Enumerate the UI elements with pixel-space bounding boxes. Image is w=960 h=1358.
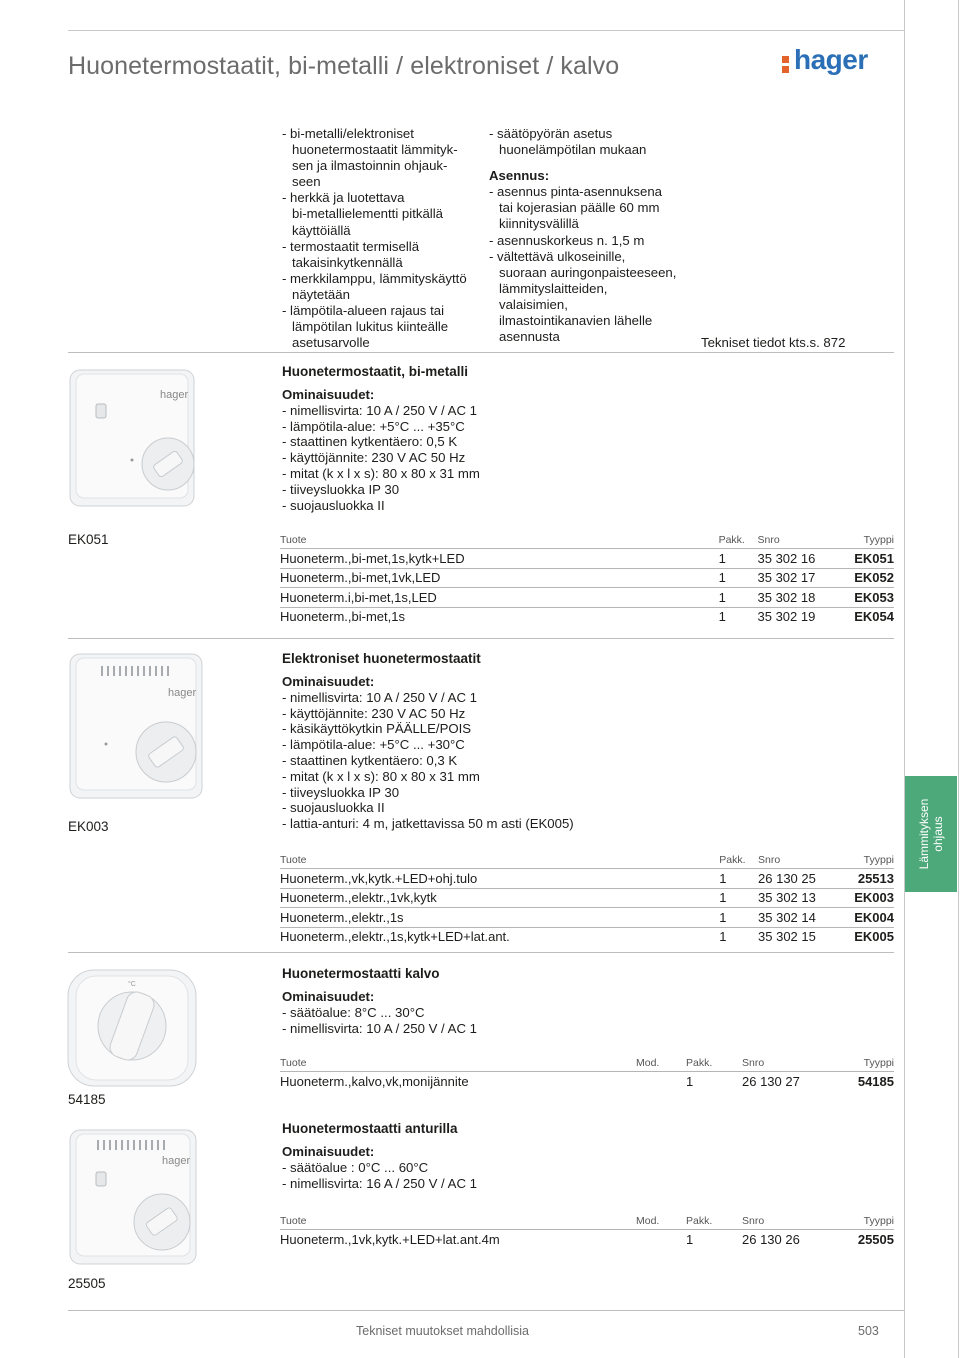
features-heading: Ominaisuudet: bbox=[282, 989, 375, 1004]
cell-mod bbox=[636, 1230, 686, 1249]
category-side-tab bbox=[905, 776, 957, 892]
section-separator bbox=[68, 638, 894, 639]
cell-type: EK003 bbox=[854, 888, 894, 908]
cell-snro: 35 302 18 bbox=[758, 588, 855, 608]
cell-product: Huoneterm.,1vk,kytk.+LED+lat.ant.4m bbox=[280, 1230, 636, 1249]
cell-type: EK004 bbox=[854, 908, 894, 928]
feature-item: - mitat (k x l x s): 80 x 80 x 31 mm bbox=[282, 465, 480, 481]
col-header-pack: Pakk. bbox=[686, 1215, 713, 1227]
cell-pack: 1 bbox=[719, 588, 758, 608]
cell-pack: 1 bbox=[719, 869, 758, 889]
features-heading: Ominaisuudet: bbox=[282, 1144, 375, 1159]
cell-type: 25505 bbox=[842, 1230, 894, 1249]
feature-item: - suojausluokka II bbox=[282, 800, 385, 816]
feature-item: - tiiveysluokka IP 30 bbox=[282, 784, 400, 800]
hager-logo bbox=[780, 44, 875, 80]
cell-type: 54185 bbox=[842, 1072, 894, 1091]
cell-pack: 1 bbox=[719, 549, 758, 569]
col-header-type: Tyyppi bbox=[863, 1215, 894, 1227]
cell-pack: 1 bbox=[719, 908, 758, 928]
cell-type: EK054 bbox=[854, 607, 894, 626]
cell-type: EK051 bbox=[854, 549, 894, 569]
intro-line: asetusarvolle bbox=[292, 335, 370, 351]
cell-product: Huoneterm.,bi-met,1s bbox=[280, 607, 663, 626]
intro-line: - merkkilamppu, lämmityskäyttö bbox=[282, 270, 467, 286]
section-title: Huonetermostaatit, bi-metalli bbox=[282, 364, 469, 379]
intro-line: kiinnitysvälillä bbox=[499, 216, 579, 232]
thermostat-sensor-image bbox=[68, 1128, 200, 1268]
intro-line: - bi-metalli/elektroniset bbox=[282, 126, 414, 141]
thermostat-electronic-image bbox=[68, 652, 206, 802]
side-tab-label bbox=[917, 799, 945, 870]
feature-item: - tiiveysluokka IP 30 bbox=[282, 481, 400, 497]
feature-item: - käsikäyttökytkin PÄÄLLE/POIS bbox=[282, 721, 472, 737]
cell-mod bbox=[665, 888, 720, 908]
product-code-label: 25505 bbox=[68, 1276, 106, 1291]
table-row bbox=[280, 1230, 894, 1249]
table-row bbox=[280, 888, 894, 908]
feature-item: - lämpötila-alue: +5°C ... +30°C bbox=[282, 737, 465, 753]
cell-snro: 35 302 13 bbox=[758, 888, 854, 908]
intro-line: näytetään bbox=[292, 286, 350, 302]
cell-pack: 1 bbox=[686, 1230, 742, 1249]
cell-type: 25513 bbox=[854, 869, 894, 889]
cell-pack: 1 bbox=[719, 888, 758, 908]
features-list bbox=[282, 387, 480, 513]
cell-snro: 35 302 14 bbox=[758, 908, 854, 928]
table-header bbox=[280, 532, 894, 549]
intro-line: - lämpötila-alueen rajaus tai bbox=[282, 303, 444, 319]
cell-mod bbox=[663, 568, 718, 588]
section-title: Huonetermostaatti anturilla bbox=[282, 1121, 458, 1136]
feature-item: - nimellisvirta: 10 A / 250 V / AC 1 bbox=[282, 689, 477, 705]
side-tab-line: Lämmityksen bbox=[917, 798, 931, 870]
section-title: Huonetermostaatti kalvo bbox=[282, 966, 440, 981]
cell-snro: 35 302 19 bbox=[758, 607, 855, 626]
col-header-type: Tyyppi bbox=[863, 534, 894, 546]
feature-item: - käyttöjännite: 230 V AC 50 Hz bbox=[282, 705, 466, 721]
features-heading: Ominaisuudet: bbox=[282, 387, 375, 402]
page-title: Huonetermostaatit, bi-metalli / elektroniset / kalvo bbox=[68, 52, 620, 80]
intro-line: takaisinkytkennällä bbox=[292, 254, 403, 270]
col-header-type: Tyyppi bbox=[863, 1057, 894, 1069]
intro-line: seen bbox=[292, 174, 321, 190]
section-title: Elektroniset huonetermostaatit bbox=[282, 651, 481, 666]
product-code-label: EK003 bbox=[68, 819, 109, 834]
col-header-snro: Snro bbox=[742, 1215, 765, 1227]
col-header-snro: Snro bbox=[757, 534, 780, 546]
col-header-pack: Pakk. bbox=[719, 854, 746, 866]
intro-line: lämpötilan lukitus kiinteälle bbox=[292, 319, 449, 335]
logo-dots-icon bbox=[780, 54, 791, 76]
cell-product: Huoneterm.,elektr.,1s bbox=[280, 908, 665, 928]
col-header-mod bbox=[665, 852, 720, 869]
col-header-pack: Pakk. bbox=[686, 1057, 713, 1069]
svg-text:°C: °C bbox=[128, 981, 136, 988]
cell-product: Huoneterm.,elektr.,1s,kytk+LED+lat.ant. bbox=[280, 927, 665, 946]
cell-type: EK052 bbox=[854, 568, 894, 588]
product-table bbox=[280, 532, 894, 626]
features-list bbox=[282, 989, 477, 1036]
intro-line: - herkkä ja luotettava bbox=[282, 190, 405, 206]
svg-text:hager: hager bbox=[160, 389, 189, 401]
page-number: 503 bbox=[858, 1324, 879, 1338]
feature-item: - lattia-anturi: 4 m, jatkettavissa 50 m asti (EK005) bbox=[282, 816, 574, 832]
cell-snro: 26 130 27 bbox=[742, 1072, 842, 1091]
cell-mod bbox=[663, 588, 718, 608]
table-row bbox=[280, 927, 894, 946]
col-header-product: Tuote bbox=[280, 534, 307, 546]
intro-line: valaisimien, bbox=[499, 296, 568, 312]
cell-snro: 35 302 17 bbox=[758, 568, 855, 588]
cell-mod bbox=[665, 927, 720, 946]
features-list bbox=[282, 674, 574, 832]
product-table bbox=[280, 852, 894, 946]
svg-text:hager: hager bbox=[168, 687, 197, 699]
table-header bbox=[280, 1055, 894, 1072]
intro-line: huonetermostaatit lämmityk- bbox=[292, 142, 458, 158]
feature-item: - nimellisvirta: 16 A / 250 V / AC 1 bbox=[282, 1175, 477, 1191]
cell-mod bbox=[665, 869, 720, 889]
feature-item: - käyttöjännite: 230 V AC 50 Hz bbox=[282, 450, 466, 466]
product-table bbox=[280, 1055, 894, 1091]
feature-item: - staattinen kytkentäero: 0,5 K bbox=[282, 434, 458, 450]
cell-snro: 26 130 25 bbox=[758, 869, 854, 889]
intro-line: asennusta bbox=[499, 329, 560, 345]
intro-line: huonelämpötilan mukaan bbox=[499, 142, 647, 158]
right-edge-rule bbox=[958, 0, 959, 1358]
cell-mod bbox=[636, 1072, 686, 1091]
cell-pack: 1 bbox=[719, 927, 758, 946]
col-header-mod bbox=[663, 532, 718, 549]
intro-line: ilmastointikanavien lähelle bbox=[499, 313, 653, 329]
feature-item: - säätöalue : 0°C ... 60°C bbox=[282, 1159, 429, 1175]
installation-heading: Asennus: bbox=[489, 168, 550, 184]
table-row bbox=[280, 1072, 894, 1091]
footer-rule bbox=[68, 1310, 904, 1311]
col-header-snro: Snro bbox=[758, 854, 781, 866]
feature-item: - säätöalue: 8°C ... 30°C bbox=[282, 1004, 425, 1020]
intro-line: bi-metallielementti pitkällä bbox=[292, 206, 443, 222]
col-header-type: Tyyppi bbox=[863, 854, 894, 866]
intro-line: - asennuskorkeus n. 1,5 m bbox=[489, 232, 645, 248]
feature-item: - mitat (k x l x s): 80 x 80 x 31 mm bbox=[282, 768, 480, 784]
table-header bbox=[280, 852, 894, 869]
tech-reference: Tekniset tiedot kts.s. 872 bbox=[701, 335, 846, 350]
feature-item: - nimellisvirta: 10 A / 250 V / AC 1 bbox=[282, 402, 477, 418]
cell-product: Huoneterm.,bi-met,1vk,LED bbox=[280, 568, 663, 588]
col-header-product: Tuote bbox=[280, 1215, 307, 1227]
section-separator bbox=[68, 352, 894, 353]
thermostat-membrane-image bbox=[66, 966, 200, 1090]
table-row bbox=[280, 549, 894, 569]
table-header bbox=[280, 1213, 894, 1230]
intro-line: tai kojerasian päälle 60 mm bbox=[499, 200, 660, 216]
col-header-snro: Snro bbox=[742, 1057, 765, 1069]
features-heading: Ominaisuudet: bbox=[282, 674, 375, 689]
table-row bbox=[280, 568, 894, 588]
product-code-label: 54185 bbox=[68, 1092, 106, 1107]
cell-snro: 35 302 16 bbox=[758, 549, 855, 569]
cell-product: Huoneterm.i,bi-met,1s,LED bbox=[280, 588, 663, 608]
col-header-mod: Mod. bbox=[636, 1057, 660, 1069]
intro-line: lämmityslaitteiden, bbox=[499, 280, 608, 296]
cell-mod bbox=[663, 607, 718, 626]
col-header-pack: Pakk. bbox=[718, 534, 745, 546]
svg-text:hager: hager bbox=[162, 1155, 191, 1167]
feature-item: - nimellisvirta: 10 A / 250 V / AC 1 bbox=[282, 1020, 477, 1036]
features-list bbox=[282, 1144, 477, 1191]
cell-product: Huoneterm.,kalvo,vk,monijännite bbox=[280, 1072, 636, 1091]
table-row bbox=[280, 869, 894, 889]
col-header-mod: Mod. bbox=[636, 1215, 660, 1227]
intro-line: sen ja ilmastoinnin ohjauk- bbox=[292, 158, 448, 174]
cell-snro: 35 302 15 bbox=[758, 927, 854, 946]
intro-line: - vältettävä ulkoseinille, bbox=[489, 248, 626, 264]
footer-note: Tekniset muutokset mahdollisia bbox=[356, 1324, 529, 1338]
table-row bbox=[280, 908, 894, 928]
logo-wordmark: hager bbox=[794, 44, 868, 75]
cell-type: EK053 bbox=[854, 588, 894, 608]
feature-item: - staattinen kytkentäero: 0,3 K bbox=[282, 752, 458, 768]
cell-pack: 1 bbox=[719, 607, 758, 626]
thermostat-bimetal-image bbox=[68, 368, 198, 510]
feature-item: - lämpötila-alue: +5°C ... +35°C bbox=[282, 418, 465, 434]
intro-line: käyttöiällä bbox=[292, 222, 351, 238]
col-header-product: Tuote bbox=[280, 1057, 307, 1069]
cell-mod bbox=[663, 549, 718, 569]
feature-item: - suojausluokka II bbox=[282, 497, 385, 513]
right-rule bbox=[904, 0, 905, 1358]
intro-line: - asennus pinta-asennuksena bbox=[489, 184, 663, 200]
side-tab-line: ohjaus bbox=[931, 816, 945, 852]
cell-product: Huoneterm.,vk,kytk.+LED+ohj.tulo bbox=[280, 869, 665, 889]
cell-snro: 26 130 26 bbox=[742, 1230, 842, 1249]
cell-product: Huoneterm.,bi-met,1s,kytk+LED bbox=[280, 549, 663, 569]
cell-pack: 1 bbox=[686, 1072, 742, 1091]
cell-type: EK005 bbox=[854, 927, 894, 946]
table-row bbox=[280, 607, 894, 626]
product-table bbox=[280, 1213, 894, 1249]
intro-line: - termostaatit termisellä bbox=[282, 238, 420, 254]
intro-line: suoraan auringonpaisteeseen, bbox=[499, 264, 677, 280]
product-code-label: EK051 bbox=[68, 532, 109, 547]
section-separator bbox=[68, 952, 894, 953]
intro-column-1 bbox=[282, 126, 467, 351]
top-rule bbox=[68, 30, 904, 31]
table-row bbox=[280, 588, 894, 608]
cell-mod bbox=[665, 908, 720, 928]
cell-product: Huoneterm.,elektr.,1vk,kytk bbox=[280, 888, 665, 908]
cell-pack: 1 bbox=[719, 568, 758, 588]
col-header-product: Tuote bbox=[280, 854, 307, 866]
intro-column-2 bbox=[489, 126, 676, 345]
intro-line: - säätöpyörän asetus bbox=[489, 126, 613, 141]
